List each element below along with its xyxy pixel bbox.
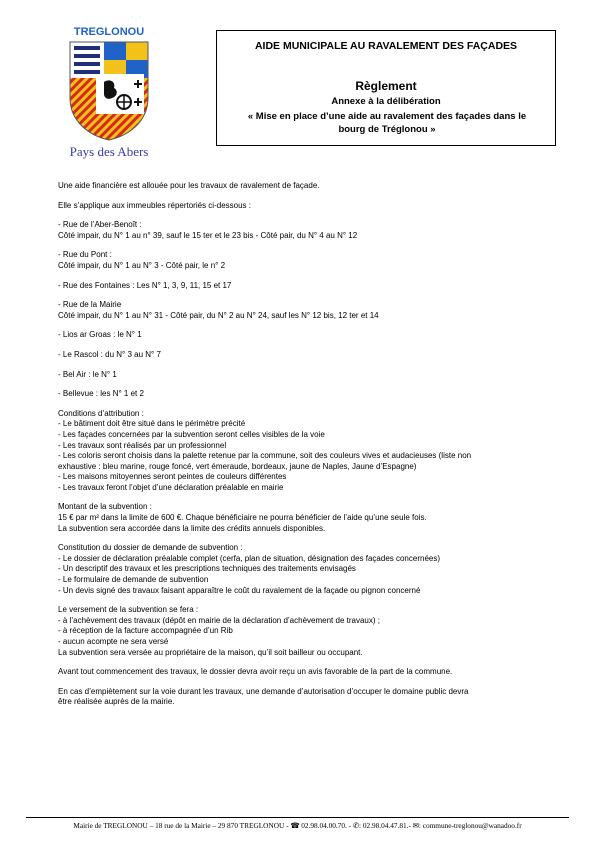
street-name: - Rue de la Mairie: [58, 300, 122, 310]
street-entry: [58, 250, 550, 271]
montant-line: 15 € par m² dans la limite de 600 €. Chaque bénéficiaire ne pourra bénéficier de l’aide qu’une seule fois.: [58, 513, 427, 523]
section-title: Constitution du dossier de demande de subvention :: [58, 543, 243, 553]
street-entry: [58, 281, 550, 292]
dossier-line: - Le dossier de déclaration préalable complet (cerfa, plan de situation, désignation des façades concernées): [58, 553, 441, 563]
municipal-coat-of-arms: [58, 26, 160, 166]
street-entry: [58, 370, 550, 381]
condition-line: - Les travaux sont réalisés par un professionnel: [58, 440, 227, 450]
street-entry: [58, 220, 550, 241]
street-entry: [58, 330, 550, 341]
versement-line: - aucun acompte ne sera versé: [58, 637, 169, 646]
street-name: - Rue des Fontaines : Les N° 1, 3, 9, 11, 15 et 17: [58, 280, 232, 290]
conditions-section: [58, 409, 550, 494]
street-entry: [58, 300, 550, 321]
section-title: Conditions d’attribution :: [58, 408, 144, 418]
street-name: - Rue de l’Aber-Benoît :: [58, 220, 142, 230]
street-numbers: Côté impair, du N° 1 au N° 31 - Côté pair, du N° 2 au N° 24, sauf les N° 12 bis, 12 ter et 14: [58, 310, 379, 320]
description-line: bourg de Tréglonou »: [338, 124, 436, 135]
document-title: AIDE MUNICIPALE AU RAVALEMENT DES FAÇADES: [254, 40, 518, 52]
coat-of-arms-icon: [68, 40, 150, 142]
versement-line: La subvention sera versée au propriétaire de la maison, qu’il soit bailleur ou occupant.: [58, 647, 363, 657]
description-line: « Mise en place d’une aide au ravalement des façades dans le: [247, 111, 527, 122]
street-name: - Rue du Pont :: [58, 250, 112, 260]
dossier-section: [58, 543, 550, 596]
versement-section: [58, 605, 550, 658]
street-numbers: Côté impair, du N° 1 au n° 39, sauf le 15 ter et le 23 bis - Côté pair, du N° 4 au N° 12: [58, 230, 358, 240]
empietement-line: En cas d’empiètement sur la voie durant les travaux, une demande d’autorisation d’occuper le domaine public devra: [58, 686, 469, 696]
empietement-paragraph: [58, 687, 550, 708]
avant-paragraph: Avant tout commencement des travaux, le dossier devra avoir reçu un avis favorable de la part de la commune.: [58, 667, 453, 677]
street-name: - Le Rascol : du N° 3 au N° 7: [58, 349, 161, 359]
deliberation-description: [227, 110, 547, 136]
logo-title: TREGLONOU: [73, 26, 145, 38]
header-box: [216, 30, 556, 146]
empietement-line: être réalisée auprès de la mairie.: [58, 697, 175, 707]
applies-paragraph: Elle s’applique aux immeubles répertoriés ci-dessous :: [58, 200, 251, 210]
document-body: [58, 181, 550, 717]
condition-line: - Les façades concernées par la subvention seront celles visibles de la voie: [58, 429, 325, 439]
annexe-label: Annexe à la délibération: [331, 96, 441, 107]
versement-line: - à l’achèvement des travaux (dépôt en mairie de la déclaration d’achèvement de travaux) ;: [58, 615, 380, 625]
condition-line: - Les maisons mitoyennes seront peintes de couleurs différentes: [58, 472, 287, 482]
street-entry: [58, 350, 550, 361]
document-subtitle: Règlement: [355, 79, 417, 93]
footer-divider: [26, 817, 569, 818]
street-name: - Bellevue : les N° 1 et 2: [58, 389, 144, 399]
montant-line: La subvention sera accordée dans la limite des crédits annuels disponibles.: [58, 523, 326, 533]
versement-line: - à réception de la facture accompagnée d’un Rib: [58, 626, 233, 636]
dossier-line: - Un descriptif des travaux et les prescriptions techniques des traitements envisagés: [58, 564, 356, 574]
condition-line: exhaustive : bleu marine, rouge foncé, vert émeraude, bordeaux, jaune de Naples, Jaune d’Espagne): [58, 461, 417, 471]
street-numbers: Côté impair, du N° 1 au N° 3 - Côté pair, le n° 2: [58, 260, 226, 270]
street-entry: [58, 389, 550, 400]
street-name: - Bel Air : le N° 1: [58, 369, 117, 379]
logo-caption: Pays des Abers: [69, 144, 149, 159]
condition-line: - Le bâtiment doit être situé dans le périmètre précité: [58, 419, 246, 429]
dossier-line: - Un devis signé des travaux faisant apparaître le coût du ravalement de la façade ou pignon concerné: [58, 585, 421, 595]
condition-line: - Les coloris seront choisis dans la palette retenue par la commune, soit des couleurs vives et audacieuses (liste non: [58, 451, 472, 461]
dossier-line: - Le formulaire de demande de subvention: [58, 575, 209, 585]
section-title: Montant de la subvention :: [58, 502, 152, 512]
street-name: - Lios ar Groas : le N° 1: [58, 330, 142, 340]
condition-line: - Les travaux feront l’objet d’une déclaration préalable en mairie: [58, 482, 284, 492]
intro-paragraph: Une aide financière est allouée pour les travaux de ravalement de façade.: [58, 181, 320, 190]
footer-contact: Mairie de TREGLONOU – 18 rue de la Mairie – 29 870 TREGLONOU - ☎ 02.98.04.00.70. - ✆: 02.98.04.47.81.- ✉: commune-treglonou@wanadoo.fr: [73, 821, 522, 830]
montant-section: [58, 502, 550, 534]
section-title: Le versement de la subvention se fera :: [58, 605, 199, 615]
